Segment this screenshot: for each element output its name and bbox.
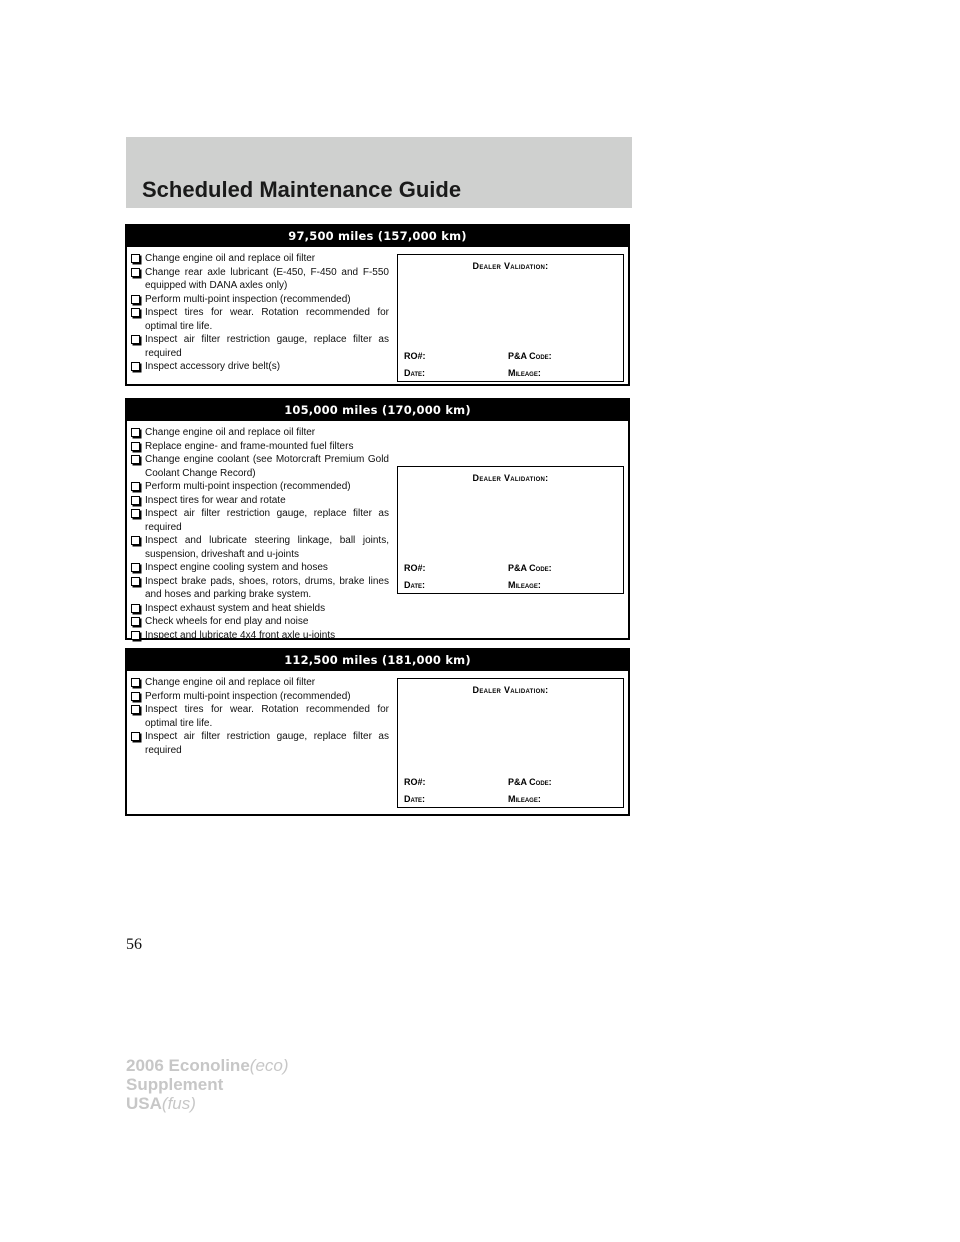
maintenance-section-105000 [125, 398, 630, 640]
checkbox[interactable] [131, 442, 140, 451]
checklist-item: Check wheels for end play and noise [131, 615, 389, 629]
checkbox[interactable] [131, 482, 140, 491]
mileage-label: Mileage: [508, 368, 541, 378]
checkbox[interactable] [131, 268, 140, 277]
maintenance-section-112500 [125, 648, 630, 816]
checklist-item: Inspect tires for wear and rotate [131, 494, 389, 508]
dealer-validation-title: Dealer Validation: [472, 261, 549, 271]
page-number: 56 [126, 936, 142, 953]
pa-code-label: P&A Code: [508, 777, 552, 787]
dealer-validation-box [397, 254, 624, 382]
date-label: Date: [404, 794, 426, 804]
dealer-validation-title: Dealer Validation: [472, 473, 549, 483]
checklist-item: Replace engine- and frame-mounted fuel filters [131, 440, 389, 454]
checklist-item: Inspect air filter restriction gauge, replace filter as required [131, 730, 389, 757]
checklist-item: Change rear axle lubricant (E-450, F-450 and F-550 equipped with DANA axles only) [131, 266, 389, 293]
checklist-item: Perform multi-point inspection (recommended) [131, 480, 389, 494]
checkbox[interactable] [131, 308, 140, 317]
checklist-item: Inspect engine cooling system and hoses [131, 561, 389, 575]
checklist-item: Change engine coolant (see Motorcraft Premium Gold Coolant Change Record) [131, 453, 389, 480]
date-label: Date: [404, 580, 426, 590]
checkbox[interactable] [131, 631, 140, 640]
checklist [131, 252, 389, 374]
checkbox[interactable] [131, 455, 140, 464]
checkbox[interactable] [131, 692, 140, 701]
header-band [126, 137, 632, 208]
checkbox[interactable] [131, 362, 140, 371]
checklist-item: Inspect air filter restriction gauge, replace filter as required [131, 507, 389, 534]
checklist-item: Perform multi-point inspection (recommended) [131, 293, 389, 307]
mileage-label: Mileage: [508, 794, 541, 804]
checkbox[interactable] [131, 254, 140, 263]
checklist-item: Inspect air filter restriction gauge, replace filter as required [131, 333, 389, 360]
footer-line-3: USA(fus) [126, 1094, 196, 1113]
checkbox[interactable] [131, 295, 140, 304]
mileage-label: Mileage: [508, 580, 541, 590]
checklist-item: Inspect and lubricate 4x4 front axle u-joints [131, 629, 389, 643]
checkbox[interactable] [131, 617, 140, 626]
pa-code-label: P&A Code: [508, 563, 552, 573]
section-heading: 112,500 miles (181,000 km) [127, 650, 628, 671]
ro-label: RO#: [404, 351, 426, 361]
checkbox[interactable] [131, 496, 140, 505]
checklist-item: Inspect exhaust system and heat shields [131, 602, 389, 616]
checkbox[interactable] [131, 732, 140, 741]
checklist-item: Inspect brake pads, shoes, rotors, drums, brake lines and hoses and parking brake system. [131, 575, 389, 602]
checklist-item: Perform multi-point inspection (recommended) [131, 690, 389, 704]
checkbox[interactable] [131, 604, 140, 613]
page-title: Scheduled Maintenance Guide [142, 177, 462, 202]
checklist [131, 676, 389, 757]
footer-line-1: 2006 Econoline(eco) [126, 1056, 289, 1075]
checkbox[interactable] [131, 536, 140, 545]
dealer-validation-box [397, 466, 624, 594]
checklist-item: Inspect and lubricate steering linkage, ball joints, suspension, driveshaft and u-joints [131, 534, 389, 561]
checkbox[interactable] [131, 705, 140, 714]
section-heading: 97,500 miles (157,000 km) [127, 226, 628, 247]
maintenance-section-97500 [125, 224, 630, 386]
checkbox[interactable] [131, 577, 140, 586]
ro-label: RO#: [404, 563, 426, 573]
footer-line-2: Supplement [126, 1075, 224, 1094]
checklist-item: Inspect tires for wear. Rotation recommended for optimal tire life. [131, 703, 389, 730]
checklist [131, 426, 389, 642]
checklist-item: Change engine oil and replace oil filter [131, 426, 389, 440]
checklist-item: Inspect tires for wear. Rotation recommended for optimal tire life. [131, 306, 389, 333]
checkbox[interactable] [131, 678, 140, 687]
dealer-validation-box [397, 678, 624, 808]
checklist-item: Change engine oil and replace oil filter [131, 676, 389, 690]
document-footer [126, 1056, 289, 1113]
checkbox[interactable] [131, 335, 140, 344]
ro-label: RO#: [404, 777, 426, 787]
pa-code-label: P&A Code: [508, 351, 552, 361]
checkbox[interactable] [131, 428, 140, 437]
dealer-validation-title: Dealer Validation: [472, 685, 549, 695]
date-label: Date: [404, 368, 426, 378]
checkbox[interactable] [131, 563, 140, 572]
checkbox[interactable] [131, 509, 140, 518]
section-heading: 105,000 miles (170,000 km) [127, 400, 628, 421]
checklist-item: Change engine oil and replace oil filter [131, 252, 389, 266]
checklist-item: Inspect accessory drive belt(s) [131, 360, 389, 374]
